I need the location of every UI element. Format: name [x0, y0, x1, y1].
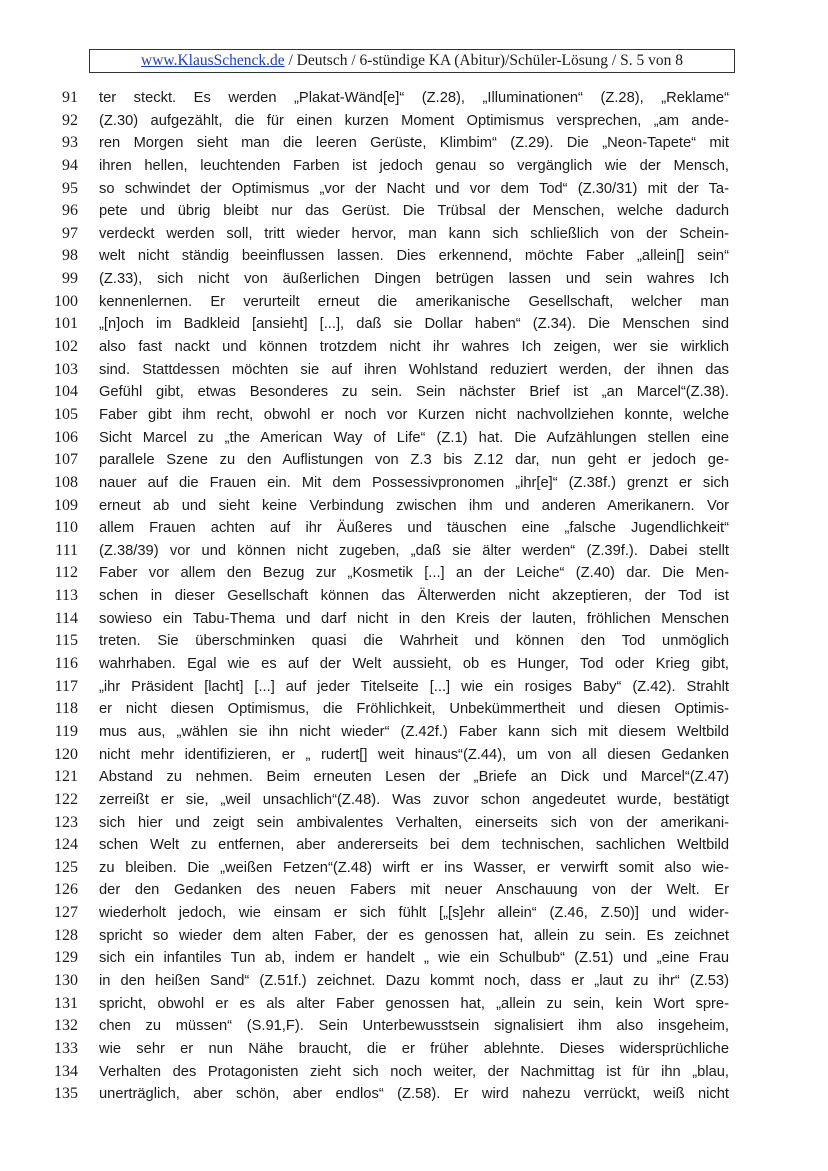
- line-text: welt nicht ständig beeinflussen lassen. Dies erkennend, möchte Faber „allein[] sein“: [99, 248, 729, 265]
- line-number: 108: [54, 473, 78, 491]
- text-line: [0, 291, 828, 314]
- line-text: spricht so wieder dem alten Faber, der es genossen hat, allein zu sein. Es zeichnet: [99, 927, 729, 944]
- line-number: 111: [55, 541, 78, 559]
- line-text: ihren hellen, leuchtenden Farben ist jedoch genau so vergänglich wie der Mensch,: [99, 157, 729, 174]
- line-text: treten. Sie überschminken quasi die Wahrheit und können den Tod unmöglich: [99, 633, 729, 650]
- line-number: 117: [54, 677, 78, 695]
- text-line: [0, 970, 828, 993]
- line-number: 100: [54, 292, 78, 310]
- line-text: ter steckt. Es werden „Plakat-Wänd[e]“ (Z.28), „Illuminationen“ (Z.28), „Reklame“: [99, 90, 729, 106]
- line-text: Faber vor allem den Bezug zur „Kosmetik [...] an der Leiche“ (Z.40) dar. Die Men-: [99, 565, 729, 582]
- text-line: [0, 721, 828, 744]
- line-text: der den Gedanken des neuen Fabers mit neuer Anschauung von der Welt. Er: [99, 882, 729, 899]
- text-line: [0, 1038, 828, 1061]
- line-text: Sicht Marcel zu „the American Way of Life“ (Z.1) hat. Die Aufzählungen stellen eine: [99, 429, 729, 446]
- line-text: Abstand zu nehmen. Beim erneuten Lesen der „Briefe an Dick und Marcel“(Z.47): [99, 769, 729, 786]
- line-number: 121: [54, 768, 78, 786]
- line-text: (Z.30) aufgezählt, die für einen kurzen Moment Optimismus versprechen, „am ande-: [99, 112, 729, 129]
- line-number: 91: [62, 89, 78, 106]
- text-line: [0, 336, 828, 359]
- line-number: 102: [54, 338, 78, 356]
- text-line: [0, 789, 828, 812]
- line-number: 128: [54, 926, 78, 944]
- text-line: [0, 427, 828, 450]
- text-line: [0, 495, 828, 518]
- text-line: [0, 313, 828, 336]
- line-number: 135: [54, 1085, 78, 1103]
- line-number: 132: [54, 1017, 78, 1035]
- line-number: 133: [54, 1039, 78, 1057]
- line-number: 113: [54, 587, 78, 605]
- line-number: 93: [62, 134, 78, 152]
- line-number: 120: [54, 745, 78, 763]
- line-text: schen Welt zu entfernen, aber andererseits bei dem technischen, sachlichen Weltbild: [99, 837, 729, 854]
- text-line: [0, 698, 828, 721]
- line-number: 134: [54, 1062, 78, 1080]
- text-line: [0, 155, 828, 178]
- line-number: 103: [54, 360, 78, 378]
- line-number: 96: [62, 202, 78, 220]
- line-number: 118: [54, 700, 78, 718]
- text-line: [0, 381, 828, 404]
- line-text: unerträglich, aber schön, aber endlos“ (Z.58). Er wird nahezu verrückt, weiß nicht: [99, 1086, 729, 1103]
- line-text: sowieso ein Tabu-Thema und darf nicht in den Kreis der lauten, fröhlichen Menschen: [99, 610, 729, 627]
- line-number: 126: [54, 881, 78, 899]
- text-line: [0, 110, 828, 133]
- text-line: [0, 1083, 828, 1106]
- text-line: [0, 87, 828, 110]
- line-text: „ihr Präsident [lacht] [...] auf jeder Titelseite [...] wie ein rosiges Baby“ (Z.42). Strahlt: [99, 678, 729, 695]
- line-text: pete und übrig bleibt nur das Gerüst. Die Trübsal der Menschen, welche dadurch: [99, 203, 729, 220]
- text-line: [0, 404, 828, 427]
- line-number: 104: [54, 383, 78, 401]
- line-number: 106: [54, 428, 78, 446]
- line-text: so schwindet der Optimismus „vor der Nacht und vor dem Tod“ (Z.30/31) mit der Ta-: [99, 180, 729, 197]
- line-number: 98: [62, 247, 78, 265]
- line-text: wiederholt jedoch, wie einsam er sich fühlt [„[s]ehr allein“ (Z.46, Z.50)] und wider-: [99, 905, 729, 922]
- line-number: 124: [54, 836, 78, 854]
- text-line: [0, 268, 828, 291]
- line-number: 129: [54, 949, 78, 967]
- line-text: sind. Stattdessen möchten sie auf ihren Wohlstand reduziert werden, der ihnen das: [99, 361, 729, 378]
- text-line: [0, 879, 828, 902]
- line-number: 99: [62, 270, 78, 288]
- line-text: zu bleiben. Die „weißen Fetzen“(Z.48) wirft er ins Wasser, er verwirft somit also wie-: [99, 859, 729, 876]
- text-line: [0, 359, 828, 382]
- line-text: Gefühl gibt, etwas Besonderes zu sein. Sein nächster Brief ist „an Marcel“(Z.38).: [99, 384, 729, 401]
- line-number: 115: [54, 632, 78, 650]
- line-number: 107: [54, 451, 78, 469]
- text-line: [0, 902, 828, 925]
- line-text: „[n]och im Badkleid [ansieht] [...], daß sie Dollar haben“ (Z.34). Die Menschen sind: [99, 316, 729, 333]
- text-line: [0, 178, 828, 201]
- line-number: 125: [54, 858, 78, 876]
- line-text: mus aus, „wählen sie ihn nicht wieder“ (Z.42f.) Faber kann sich mit diesem Weltbild: [99, 723, 729, 740]
- text-line: [0, 676, 828, 699]
- line-number: 94: [62, 156, 78, 174]
- line-text: spricht, obwohl er es als alter Faber genossen hat, „allein zu sein, kein Wort spre-: [99, 995, 729, 1012]
- line-text: sich ein infantiles Tun ab, indem er handelt „ wie ein Schulbub“ (Z.51) und „eine Frau: [99, 950, 729, 967]
- line-number: 130: [54, 971, 78, 989]
- text-line: [0, 517, 828, 540]
- line-number: 105: [54, 405, 78, 423]
- text-line: [0, 562, 828, 585]
- line-text: Faber gibt ihm recht, obwohl er noch vor Kurzen nicht nachvollziehen konnte, welche: [99, 406, 729, 423]
- line-text: Verhalten des Protagonisten zieht sich noch weiter, der Nachmittag ist für ihn „blau,: [99, 1063, 729, 1080]
- text-line: [0, 200, 828, 223]
- text-line: [0, 653, 828, 676]
- text-line: [0, 630, 828, 653]
- text-line: [0, 132, 828, 155]
- line-text: schen in dieser Gesellschaft können das Älterwerden nicht akzeptieren, der Tod ist: [99, 588, 729, 605]
- line-number: 131: [54, 994, 78, 1012]
- header-breadcrumb: / Deutsch / 6-stündige KA (Abitur)/Schüler-Lösung / S. 5 von 8: [284, 52, 683, 69]
- text-line: [0, 857, 828, 880]
- text-line: [0, 245, 828, 268]
- text-line: [0, 834, 828, 857]
- text-line: [0, 223, 828, 246]
- line-number: 116: [54, 655, 78, 673]
- text-line: [0, 947, 828, 970]
- line-text: nauer auf die Frauen ein. Mit dem Possessivpronomen „ihr[e]“ (Z.38f.) grenzt er sich: [99, 474, 729, 491]
- line-number: 114: [54, 609, 78, 627]
- line-number: 123: [54, 813, 78, 831]
- text-line: [0, 744, 828, 767]
- line-number: 112: [54, 564, 78, 582]
- line-text: erneut ab und sieht keine Verbindung zwischen ihm und anderen Amerikanern. Vor: [99, 497, 729, 514]
- line-number: 97: [62, 224, 78, 242]
- line-text: in den heißen Sand“ (Z.51f.) zeichnet. Dazu kommt noch, dass er „laut zu ihr“ (Z.53): [99, 972, 729, 989]
- document-body: [0, 87, 828, 1106]
- text-line: [0, 540, 828, 563]
- text-line: [0, 585, 828, 608]
- line-number: 101: [54, 315, 78, 333]
- line-text: also fast nackt und können trotzdem nicht ihr wahres Ich zeigen, wer sie wirklich: [99, 339, 729, 356]
- text-line: [0, 1061, 828, 1084]
- text-line: [0, 608, 828, 631]
- line-text: ren Morgen sieht man die leeren Gerüste, Klimbim“ (Z.29). Die „Neon-Tapete“ mit: [99, 135, 729, 152]
- text-line: [0, 993, 828, 1016]
- line-number: 110: [54, 519, 78, 537]
- line-text: (Z.33), sich nicht von äußerlichen Dingen betrügen lassen und sein wahres Ich: [99, 271, 729, 288]
- line-number: 92: [62, 111, 78, 129]
- text-line: [0, 812, 828, 835]
- text-line: [0, 925, 828, 948]
- text-line: [0, 766, 828, 789]
- line-text: wie sehr er nun Nähe braucht, die er früher ablehnte. Dieses widersprüchliche: [99, 1040, 729, 1057]
- website-link[interactable]: www.KlausSchenck.de: [141, 52, 285, 69]
- text-line: [0, 449, 828, 472]
- line-text: sich hier und zeigt sein ambivalentes Verhalten, einerseits sich von der amerikani-: [99, 814, 729, 831]
- line-number: 109: [54, 496, 78, 514]
- line-number: 122: [54, 790, 78, 808]
- text-line: [0, 472, 828, 495]
- line-text: nicht mehr identifizieren, er „ rudert[] weit hinaus“(Z.44), um von all diesen Gedanken: [99, 746, 729, 763]
- line-number: 119: [54, 722, 78, 740]
- line-text: zerreißt er sie, „weil unsachlich“(Z.48). Was zuvor schon angedeutet wurde, bestätigt: [99, 791, 729, 808]
- text-line: [0, 1015, 828, 1038]
- line-number: 95: [62, 179, 78, 197]
- line-text: wahrhaben. Egal wie es auf der Welt aussieht, ob es Hunger, Tod oder Krieg gibt,: [99, 656, 729, 673]
- line-text: kennenlernen. Er verurteilt erneut die amerikanische Gesellschaft, welcher man: [99, 293, 729, 310]
- line-text: verdeckt werden soll, tritt wieder hervor, man kann sich schließlich von der Schein-: [99, 225, 729, 242]
- line-text: allem Frauen achten auf ihr Äußeres und täuschen eine „falsche Jugendlichkeit“: [99, 520, 729, 537]
- line-text: er nicht diesen Optimismus, die Fröhlichkeit, Unbekümmertheit und diesen Optimis-: [99, 701, 729, 718]
- line-text: parallele Szene zu den Auflistungen von Z.3 bis Z.12 dar, nun geht er jedoch ge-: [99, 452, 729, 469]
- line-number: 127: [54, 904, 78, 922]
- page-header: [89, 49, 735, 73]
- line-text: (Z.38/39) vor und können nicht zugeben, „daß sie älter werden“ (Z.39f.). Dabei stellt: [99, 542, 729, 559]
- line-text: chen zu müssen“ (S.91,F). Sein Unterbewusstsein signalisiert ihm also insgeheim,: [99, 1018, 729, 1035]
